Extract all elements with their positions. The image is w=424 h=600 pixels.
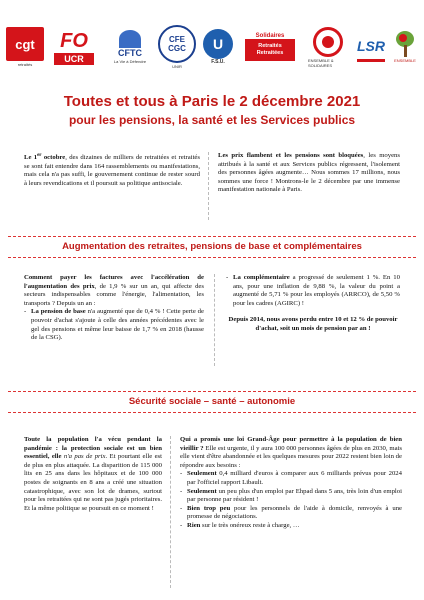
tree-icon (394, 31, 416, 57)
section1-left-list (24, 308, 204, 342)
fgr-logo (390, 24, 420, 70)
list-item: - La pension de base n'a augmenté que de 0,4 % ! Cette perte de pouvoir d'achat s'ajoute à celle des années précédentes avec le gel des pensions et même leur baisse de 1,7 % en 2018 (hausse de la CSG). (24, 308, 204, 342)
cftc-logo-sub: La Vie à Défendre (113, 59, 147, 64)
section2-rule-bottom (8, 412, 416, 413)
section1-conclusion: Depuis 2014, nous avons perdu entre 10 et 12 % de pouvoir d'achat, soit un mois de pension par an ! (228, 316, 398, 332)
intro-left-lead: Le 1er octobre (24, 153, 66, 162)
intro-left-text: , des dizaines de milliers de retraitées et retraités se sont fait entendre dans 164 rassemblements ou manifestations, mais cela n'a pas suffi, le gouvernement continue de rester sourd à leurs revendications et il poursuit sa politique antisociale. (24, 154, 201, 188)
ensemble-circle-icon (313, 27, 343, 57)
intro-right-text: , les moyens attribués à la santé et aux Services publics régressent, l'isolement des personnes âgées augmente… Nous sommes 17 millions, nous sommes une force ! Montrons-le le 2 décembre par une immense manifestation nationale à Paris. (218, 152, 400, 194)
fsu-logo-text: U (212, 36, 224, 52)
section2-right-list (180, 470, 402, 530)
solidaires-logo-sub: Retraités Retraitées (256, 43, 284, 56)
section1-right (226, 274, 400, 334)
section2-rule-top (8, 391, 416, 392)
fsu-logo (200, 24, 236, 70)
cftc-dove-icon (119, 30, 141, 48)
section2-heading: Sécurité sociale – santé – autonomie (128, 396, 296, 407)
cgt-logo-sub: retraités (17, 62, 33, 67)
list-item: - Bien trop peu pour les personnels de l'aide à domicile, renvoyés à une promesse de négociations. (180, 505, 402, 522)
section2-left (24, 436, 162, 513)
intro-left (24, 152, 200, 189)
intro-divider (208, 152, 209, 220)
section1-divider (214, 274, 215, 366)
logo-bar (4, 24, 420, 74)
section1-left (24, 274, 204, 343)
lsr-logo-text: LSR (357, 37, 385, 54)
intro-right (218, 152, 400, 195)
fo-logo (52, 24, 96, 70)
cftc-logo (108, 24, 152, 70)
section1-left-text: , de 1,9 % sur un an, qui affecte des secteurs indispensables comme l'énergie, l'alimentation, les transports ? Depuis un an : (24, 282, 204, 307)
section2-left-paragraph (24, 436, 162, 513)
section1-left-lead: Comment payer les factures avec l'accélération de l'augmentation des prix (24, 274, 204, 290)
list-item: - La complémentaire a progressé de seulement 1 %. En 10 ans, pour une inflation de 9,88 %, la valeur du point a augmenté de 5,71 % pour les employés (ARRCO), de 5,50 % pour les cadres (AGIRC) ! (226, 274, 400, 308)
section2-left-text: . Et pourtant elle est de plus en plus attaquée. La disparition de 115 000 lits en 25 ans dans les hôpitaux et de 100 000 postes de soignants en 8 ans a créé une situation catastrophique, avec son lot de drames, surtout pour les retraitées qui ne sont pas jugés prioritaires. Et la même politique se poursuit en ce moment ! (24, 453, 162, 512)
cgt-logo (4, 24, 46, 70)
section2-left-lead: Toute la population l'a vécu pendant la pandémie : la protection sociale est un bien essentiel, elle (24, 436, 162, 461)
intro-right-lead: Les prix flambent et les pensions sont bloquées (218, 152, 364, 159)
intro-right-paragraph (218, 152, 400, 195)
fsu-logo-sub: F.S.U. (211, 59, 225, 65)
intro-left-paragraph (24, 152, 200, 189)
cfe-logo-sub: UNIR (172, 64, 182, 69)
section1-left-intro (24, 274, 204, 308)
section2-right-text: Elle est urgente, il y aura 100 000 personnes âgées de plus en 2030, mais elle vient d'être abandonnée et les quelques mesures pour 2022 restent bien loin de répondre aux besoins : (180, 444, 402, 469)
section1-heading: Augmentation des retraites, pensions de base et complémentaires (62, 241, 362, 252)
fo-logo-text: FO (60, 29, 88, 52)
section2-right-lead: Qui a promis une loi Grand-Âge pour permettre à la population de bien vieillir ? (180, 436, 402, 452)
section1-right-list (226, 274, 400, 308)
page-subtitle: pour les pensions, la santé et les Services publics (68, 113, 356, 127)
ensemble-logo-sub: ENSEMBLE & SOLIDAIRES (308, 57, 334, 68)
list-item: - Seulement un peu plus d'un emploi par Ehpad dans 5 ans, très loin d'un emploi par personne par résident ! (180, 488, 402, 505)
cfe-logo-text: CFE CGC (168, 35, 186, 53)
page-title: Toutes et tous à Paris le 2 décembre 2021 (63, 93, 361, 110)
section1-rule-bottom (8, 257, 416, 258)
section1-rule-top (8, 236, 416, 237)
section2-right-intro (180, 436, 402, 470)
cgt-logo-text: cgt (15, 36, 35, 52)
list-item: - Seulement 0,4 milliard d'euros à comparer aux 6 milliards prévus pour 2024 par l'officiel rapport Libault. (180, 470, 402, 487)
fo-logo-sub: UCR (64, 54, 84, 64)
section2-divider (170, 436, 171, 588)
solidaires-logo-text: Solidaires (255, 33, 285, 39)
fgr-logo-sub: ENSEMBLE (394, 58, 416, 63)
ensemble-logo (308, 24, 348, 70)
cftc-logo-text: CFTC (118, 48, 142, 58)
solidaires-logo (244, 24, 296, 70)
lsr-logo (356, 24, 386, 70)
section2-right (180, 436, 402, 531)
list-item: - Rien sur le très onéreux reste à charge, … (180, 522, 402, 531)
section2-left-italic: n'a pas de prix (63, 453, 106, 461)
cfe-cgc-logo (158, 24, 196, 70)
